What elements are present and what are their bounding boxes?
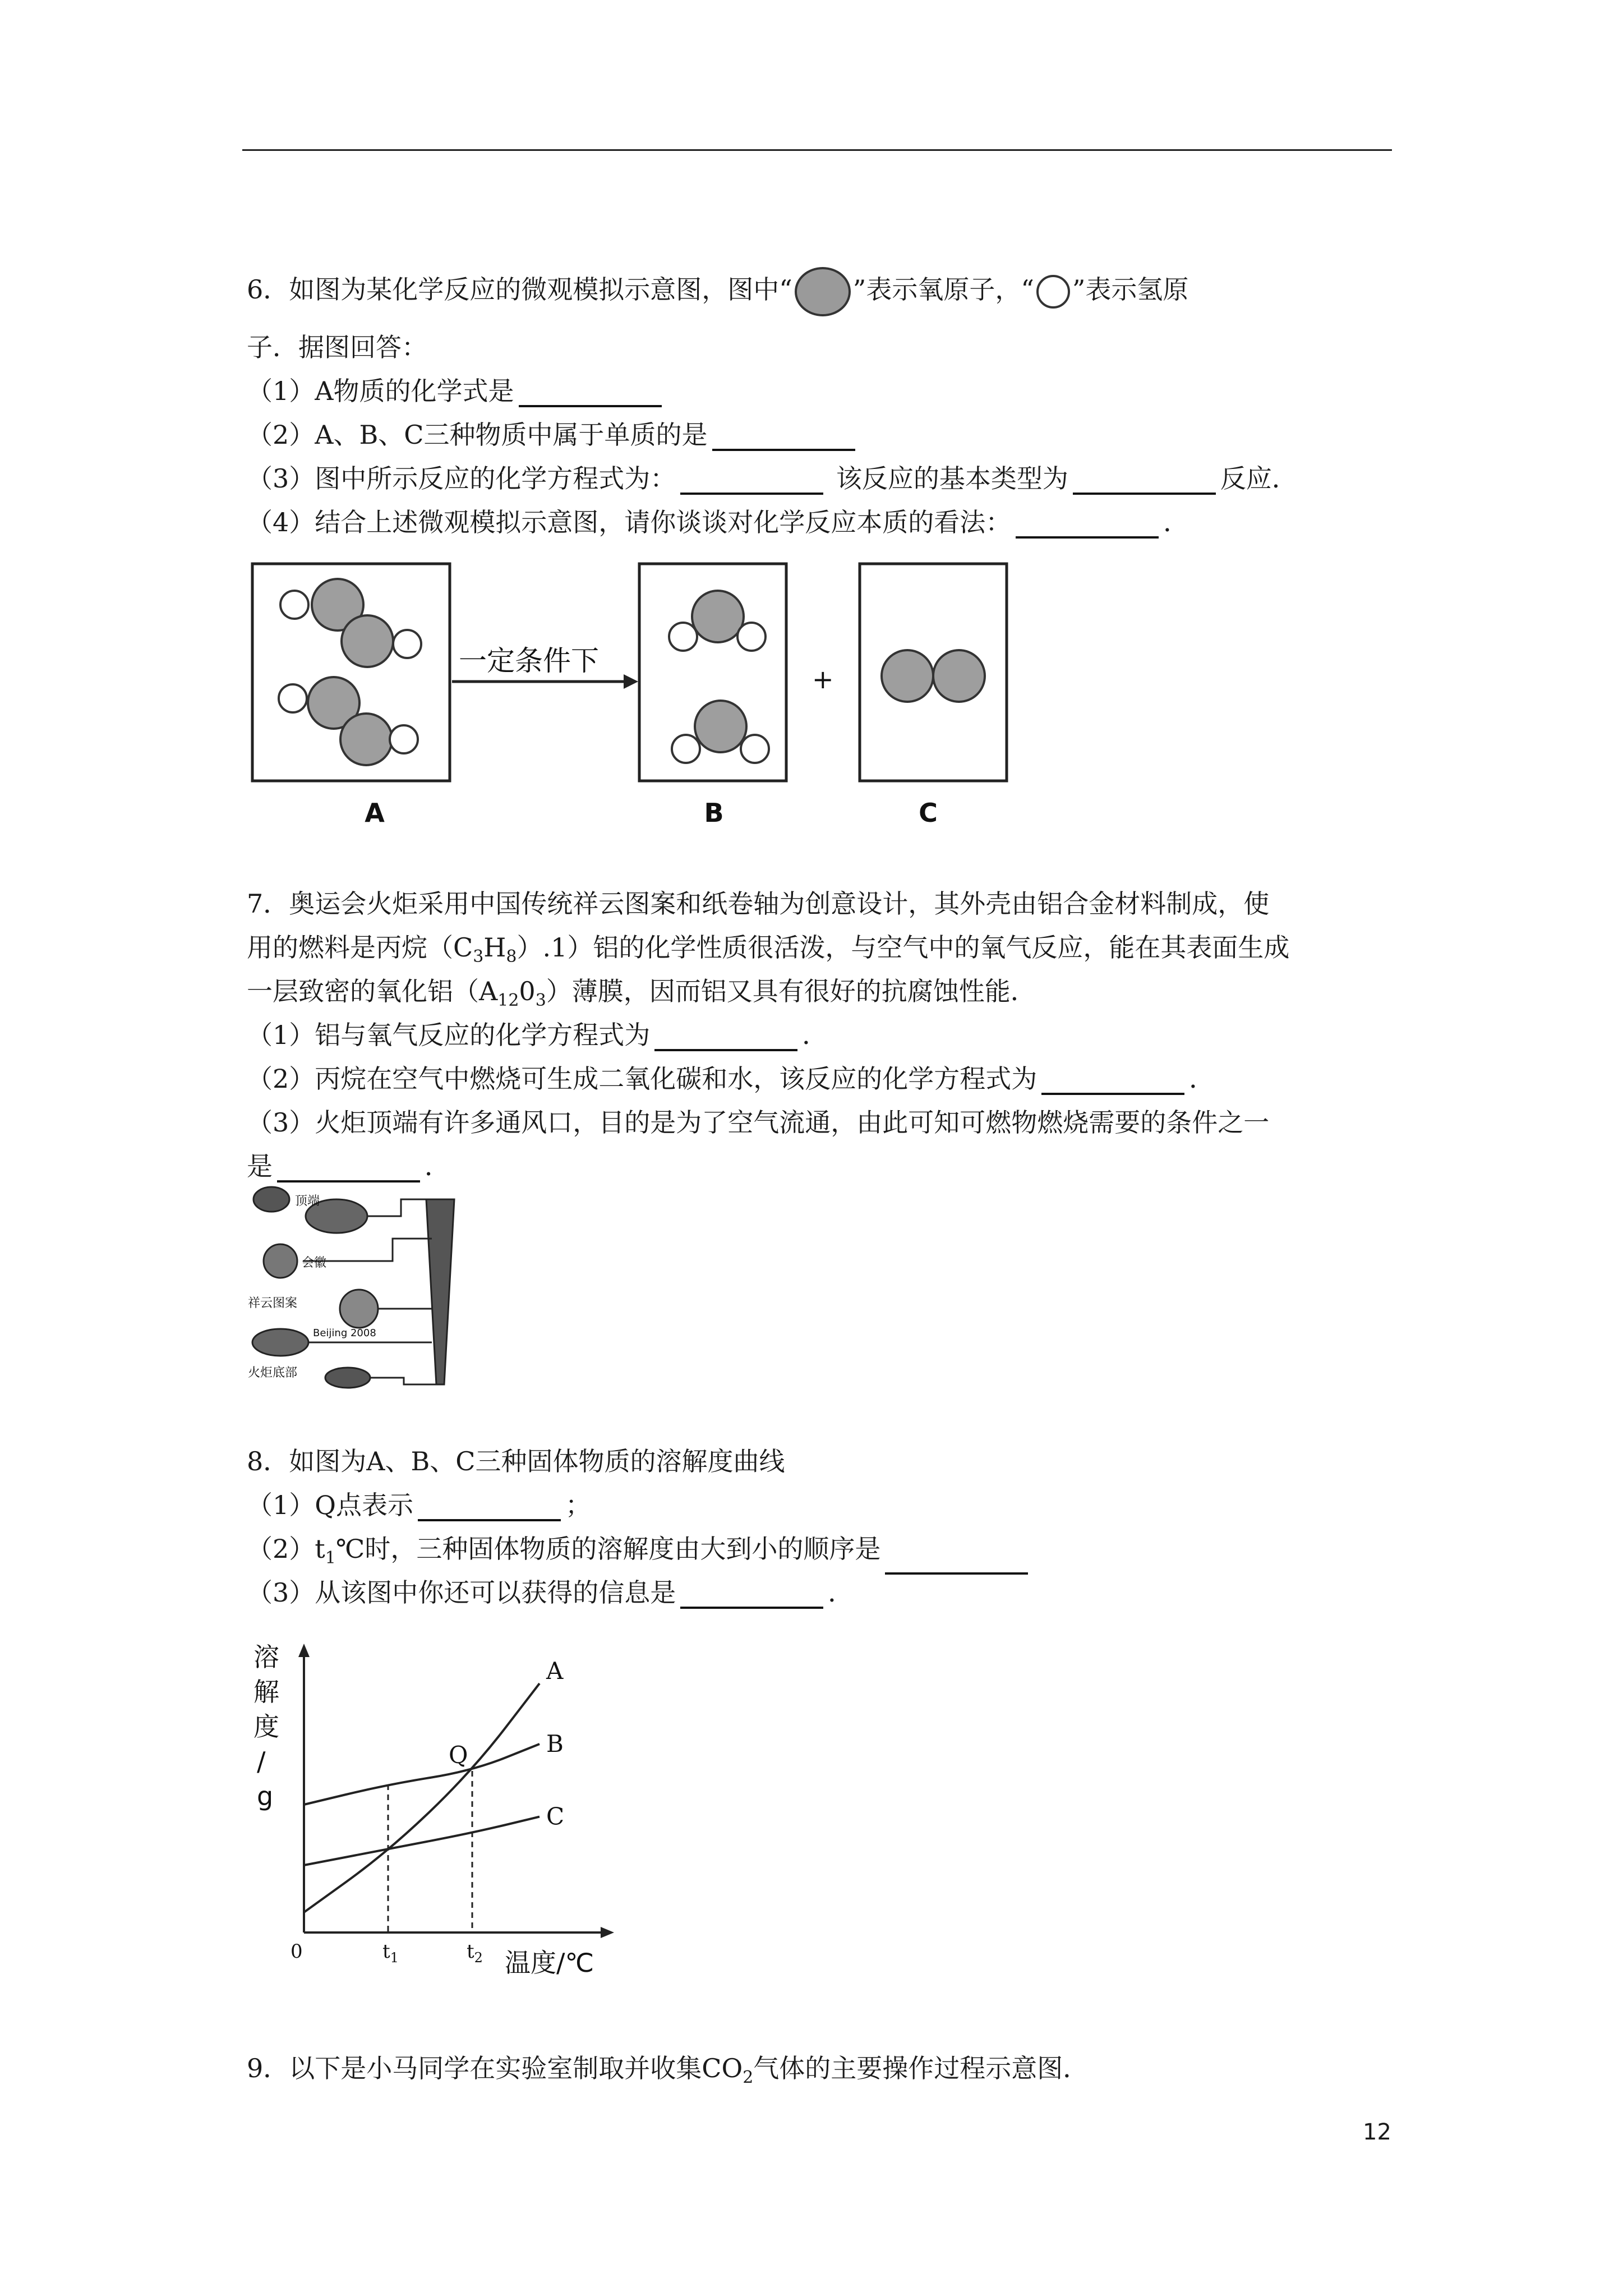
torch-label-cloud: 祥云图案 (248, 1296, 298, 1310)
answer-blank[interactable] (1016, 512, 1159, 539)
torch-figure (247, 1182, 494, 1396)
answer-blank[interactable] (418, 1494, 561, 1521)
q7-part3-cont: 是 ． (247, 1151, 450, 1181)
y-axis-label-char: 溶 (253, 1642, 279, 1672)
q7-line3: 一层致密的氧化铝$(A_{12}0_3)$薄膜，因而铝又具有很好的抗腐蚀性能． (247, 976, 1036, 1010)
answer-blank[interactable] (519, 380, 662, 407)
q8-part1: （1）Q点表示 ； (247, 1490, 591, 1520)
answer-blank[interactable] (680, 468, 823, 495)
q9-intro: 9．以下是小马同学在实验室制取并收集$CO_2$气体的主要操作过程示意图． (247, 2053, 1089, 2087)
q6-intro-line2: 子．据图回答： (247, 332, 427, 362)
y-axis-label-char: 解 (253, 1677, 279, 1707)
torch-label-bottom: 火炬底部 (248, 1366, 298, 1380)
series-c-label: C (546, 1802, 565, 1830)
q7-line2: 用的燃料是丙烷$(C_3H_8).1$）铝的化学性质很活泼，与空气中的氧气反应，能在其表面生成 (247, 932, 1290, 967)
q8-part2: $(2)t_1℃$时，三种固体物质的溶解度由大到小的顺序是 (247, 1533, 1032, 1575)
plus-sign: + (812, 664, 834, 694)
q6-part3: （3）图中所示反应的化学方程式为： 该反应的基本类型为 反应． (247, 463, 1298, 494)
q7-part2: （2）丙烷在空气中燃烧可生成二氧化碳和水，该反应的化学方程式为 ． (247, 1064, 1215, 1094)
answer-blank[interactable] (680, 1582, 823, 1609)
q7-line1: 7．奥运会火炬采用中国传统祥云图案和纸卷轴为创意设计，其外壳由铝合金材料制成，使 (247, 889, 1270, 919)
q8-intro: 8．如图为A、B、C三种固体物质的溶解度曲线 (247, 1446, 785, 1476)
y-axis-label-char: g (257, 1781, 274, 1811)
hydrogen-atom-icon (1036, 275, 1070, 309)
q-point-label: Q (449, 1741, 468, 1769)
q7-part3: （3）火炬顶端有许多通风口，目的是为了空气流通，由此可知可燃物燃烧需要的条件之一 (247, 1107, 1270, 1138)
answer-blank[interactable] (1073, 468, 1216, 495)
answer-blank[interactable] (712, 424, 855, 451)
torch-label-beijing: Beijing 2008 (313, 1327, 376, 1339)
label-a: A (365, 798, 385, 828)
series-b-curve (304, 1744, 540, 1805)
label-c: C (919, 798, 938, 828)
y-axis-label (253, 1642, 279, 1811)
solubility-chart (247, 1632, 628, 1991)
label-b: B (704, 798, 724, 828)
series-c-curve (304, 1817, 540, 1865)
torch-label-emblem: 会徽 (302, 1256, 327, 1270)
x-tick-label: $t_1$ (382, 1940, 399, 1966)
y-axis-label-text (253, 1642, 279, 1811)
x-axis-label: 温度/℃ (505, 1948, 594, 1978)
answer-blank[interactable] (654, 1024, 797, 1051)
y-axis-label-char: / (257, 1746, 266, 1777)
y-axis-label-char: 度 (253, 1711, 279, 1742)
q6-part4: （4）结合上述微观模拟示意图，请你谈谈对化学反应本质的看法： ． (247, 507, 1189, 537)
q7-part1: （1）铝与氧气反应的化学方程式为 ． (247, 1020, 828, 1050)
page-number: 12 (1363, 2119, 1391, 2145)
q6-part1: （1）A物质的化学式是 (247, 375, 666, 407)
torch-label-top: 顶端 (295, 1194, 320, 1208)
oxygen-atom-icon (795, 267, 851, 316)
q6-intro-line1: 6．如图为某化学反应的微观模拟示意图，图中“ ”表示氧原子，“ ”表示氢原 (247, 267, 1188, 316)
reaction-diagram (247, 558, 1032, 833)
answer-blank[interactable] (1041, 1068, 1184, 1095)
torch-icon (426, 1199, 454, 1384)
q6-part2: （2）A、B、C三种物质中属于单质的是 (247, 418, 860, 451)
answer-blank[interactable] (277, 1156, 420, 1182)
series-a-label: A (546, 1657, 564, 1685)
series-b-label: B (546, 1730, 564, 1757)
x-tick-label: 0 (291, 1940, 303, 1963)
series-a-curve (304, 1683, 540, 1912)
q8-part3: （3）从该图中你还可以获得的信息是 ． (247, 1577, 854, 1608)
answer-blank[interactable] (885, 1548, 1028, 1575)
arrow-label: 一定条件下 (459, 645, 599, 677)
x-tick-label: $t_2$ (467, 1940, 483, 1966)
header-rule (242, 149, 1392, 151)
